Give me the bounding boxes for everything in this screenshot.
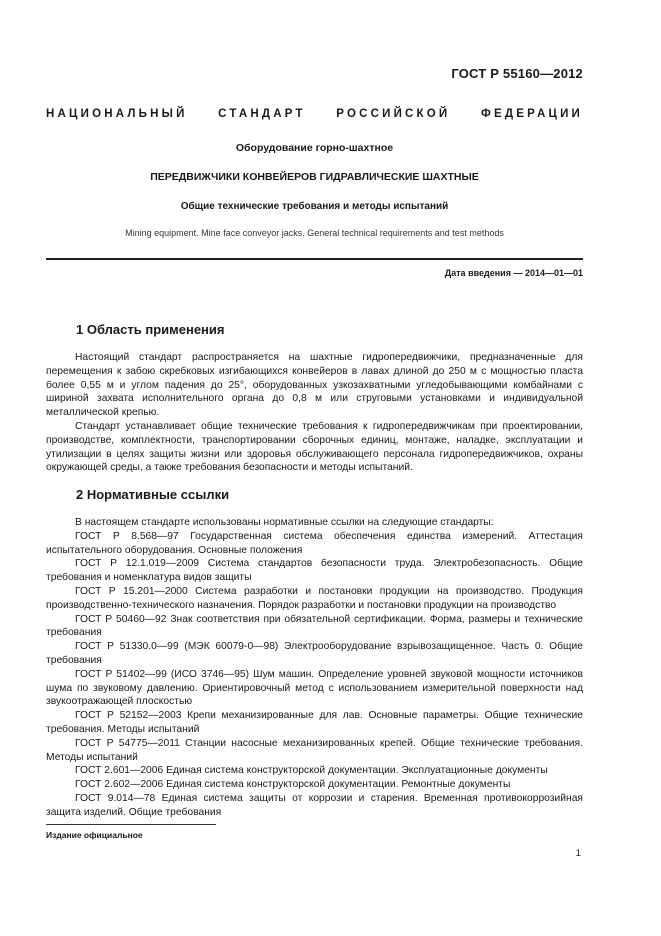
heading-word: ФЕДЕРАЦИИ	[480, 108, 583, 120]
english-title: Mining equipment. Mine face conveyor jacks. General technical requirements and test methods	[125, 228, 504, 238]
section-2-title: 2 Нормативные ссылки	[76, 487, 230, 502]
header-divider	[46, 258, 583, 260]
subtitle: Общие технические требования и методы испытаний	[180, 201, 449, 212]
reference-item: ГОСТ Р 8.568—97 Государственная система обеспечения единства измерений. Аттестация испытательного оборудования. Основные положения	[46, 530, 583, 556]
section-2-body	[46, 516, 583, 820]
reference-item: ГОСТ Р 52152—2003 Крепи механизированные для лав. Основные параметры. Общие технические требования. Методы испытаний	[46, 710, 583, 735]
reference-item: ГОСТ Р 12.1.019—2009 Система стандартов безопасности труда. Электробезопасность. Общие требования и номенклатура видов защиты	[46, 558, 583, 584]
heading-word: НАЦИОНАЛЬНЫЙ	[46, 108, 188, 120]
reference-item: ГОСТ Р 50460—92 Знак соответствия при обязательной сертификации. Форма, размеры и технические требования	[46, 613, 583, 639]
national-standard-heading	[46, 108, 583, 120]
page-number: 1	[575, 848, 581, 859]
reference-item: ГОСТ Р 15.201—2000 Система разработки и постановки продукции на производство. Продукция производственно-технического назначения. Порядок разработки и постановки продукции на производство	[46, 585, 583, 611]
main-title: ПЕРЕДВИЖЧИКИ КОНВЕЙЕРОВ ГИДРАВЛИЧЕСКИЕ ШАХТНЫЕ	[150, 171, 479, 183]
section-1-body	[46, 351, 583, 475]
reference-item: ГОСТ 2.602—2006 Единая система конструкторской документации. Ремонтные документы	[75, 779, 511, 791]
reference-item: ГОСТ 9.014—78 Единая система защиты от коррозии и старения. Временная противокоррозийная защита изделий. Общие требования	[46, 792, 583, 818]
reference-item: ГОСТ 2.601—2006 Единая система конструкторской документации. Эксплуатационные документы	[75, 765, 548, 777]
paragraph: В настоящем стандарте использованы нормативные ссылки на следующие стандарты:	[75, 517, 494, 528]
gost-code: ГОСТ Р 55160—2012	[451, 66, 583, 81]
heading-word: РОССИЙСКОЙ	[336, 108, 451, 120]
paragraph: Стандарт устанавливает общие технические требования к гидропередвижчикам при проектировании, производстве, комплектности, транспортировании сборочных единиц, монтаже, наладке, эксплуатации и утилизации в целях защиты жизни или здоровья обслуживающего персонала гидропередвижчиков, охраны окружающей среды, а также требования безопасности и методы испытаний.	[46, 420, 583, 474]
section-1-title: 1 Область применения	[76, 322, 225, 337]
intro-date: Дата введения — 2014—01—01	[444, 268, 583, 278]
paragraph: Настоящий стандарт распространяется на шахтные гидропередвижчики, предназначенные для перемещения к забою скребковых изгибающихся конвейеров в лавах длиной до 250 м с мощностью пласта более 0,55 м и углом падения до 25°, оборудованных узкозахватными угледобывающими комбайнами с шириной захвата исполнительного органа до 0,8 м или струговыми установками и индивидуальной металлической крепью.	[46, 352, 583, 419]
reference-item: ГОСТ Р 54775—2011 Станции насосные механизированных крепей. Общие технические требования. Методы испытаний	[46, 737, 583, 763]
reference-item: ГОСТ Р 51330.0—99 (МЭК 60079-0—98) Электрооборудование взрывозащищенное. Часть 0. Общие требования	[46, 641, 583, 666]
reference-item: ГОСТ Р 51402—99 (ИСО 3746—95) Шум машин. Определение уровней звуковой мощности источников шума по звуковому давлению. Ориентировочный метод с использованием измерительной поверхности над звукоотражающей плоскостью	[46, 668, 583, 708]
heading-word: СТАНДАРТ	[218, 108, 306, 120]
footer-divider	[46, 824, 216, 825]
edition-note: Издание официальное	[46, 830, 143, 840]
category-title: Оборудование горно-шахтное	[235, 142, 394, 154]
